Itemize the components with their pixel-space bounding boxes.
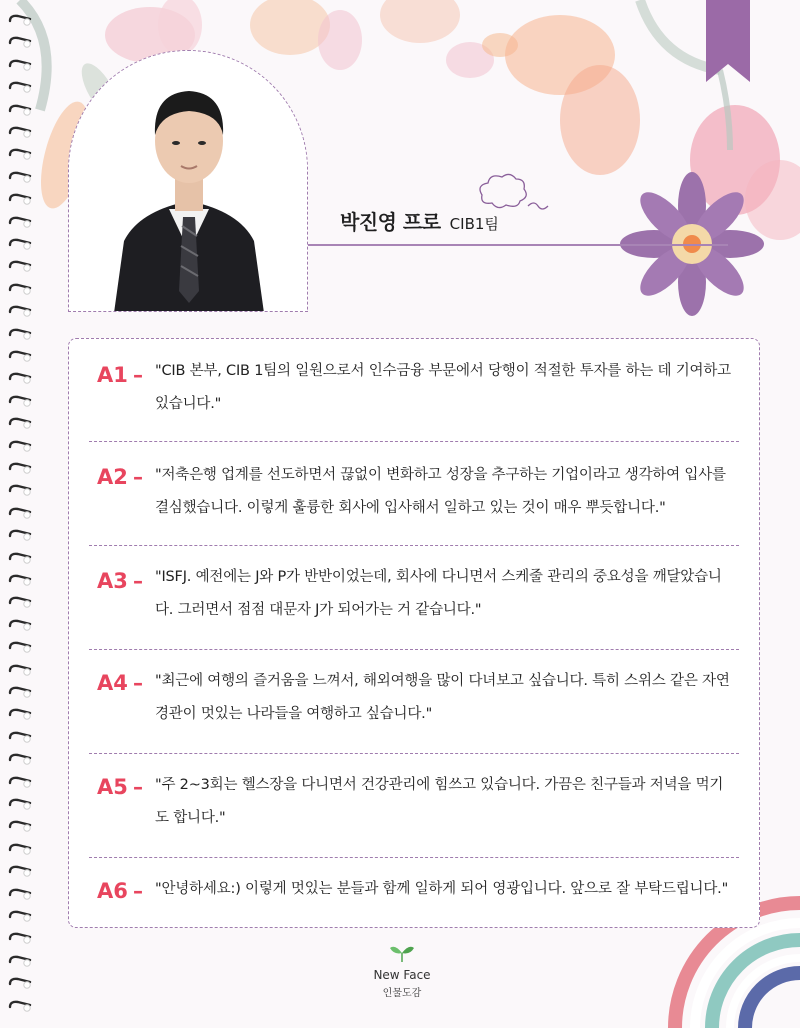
- spiral-ring-icon: [8, 888, 32, 902]
- spiral-ring-icon: [8, 574, 32, 588]
- spiral-ring-icon: [8, 14, 32, 28]
- spiral-ring-icon: [8, 36, 32, 50]
- spiral-ring-icon: [8, 955, 32, 969]
- profile-name-block: [340, 206, 499, 235]
- qa-dash: –: [133, 363, 143, 387]
- spiral-ring-icon: [8, 171, 32, 185]
- name-underline: [308, 244, 728, 246]
- qa-dash: –: [133, 775, 143, 799]
- spiral-ring-icon: [8, 776, 32, 790]
- spiral-ring-icon: [8, 798, 32, 812]
- spiral-ring-icon: [8, 686, 32, 700]
- spiral-ring-icon: [8, 372, 32, 386]
- qa-dash: –: [133, 879, 143, 903]
- spiral-ring-icon: [8, 305, 32, 319]
- profile-name: 박진영 프로: [340, 210, 441, 234]
- footer-subtitle: 인물도감: [382, 988, 422, 999]
- spiral-ring-icon: [8, 417, 32, 431]
- qa-label: A1: [97, 363, 128, 387]
- spiral-ring-icon: [8, 193, 32, 207]
- spiral-ring-icon: [8, 932, 32, 946]
- spiral-ring-icon: [8, 641, 32, 655]
- spiral-ring-icon: [8, 148, 32, 162]
- spiral-ring-icon: [8, 283, 32, 297]
- spiral-ring-icon: [8, 664, 32, 678]
- spiral-ring-icon: [8, 1000, 32, 1014]
- spiral-ring-icon: [8, 59, 32, 73]
- spiral-ring-icon: [8, 260, 32, 274]
- spiral-ring-icon: [8, 216, 32, 230]
- spiral-ring-icon: [8, 328, 32, 342]
- qa-label: A2: [97, 465, 128, 489]
- qa-label: A6: [97, 879, 128, 903]
- spiral-ring-icon: [8, 462, 32, 476]
- spiral-ring-icon: [8, 843, 32, 857]
- spiral-ring-icon: [8, 731, 32, 745]
- spiral-ring-icon: [8, 977, 32, 991]
- qa-label: A5: [97, 775, 128, 799]
- footer-title: New Face: [373, 968, 431, 982]
- spiral-ring-icon: [8, 820, 32, 834]
- person-portrait-icon: [69, 51, 308, 312]
- qa-text: "저축은행 업계를 선도하면서 끊없이 변화하고 성장을 추구하는 기업이라고 생각하여 입사를 결심했습니다. 이렇게 훌륭한 회사에 입사해서 일하고 있는 것이 매우 뿌듯합니다.": [155, 467, 726, 516]
- spiral-ring-icon: [8, 484, 32, 498]
- spiral-ring-icon: [8, 865, 32, 879]
- qa-dash: –: [133, 465, 143, 489]
- spiral-ring-icon: [8, 507, 32, 521]
- profile-team: CIB1팀: [449, 215, 499, 233]
- divider: [89, 545, 739, 546]
- spiral-ring-icon: [8, 395, 32, 409]
- footer: [354, 944, 450, 999]
- qa-text: "안녕하세요:) 이렇게 멋있는 분들과 함께 일하게 되어 영광입니다. 앞으로 잘 부탁드립니다.": [155, 881, 729, 897]
- qa-dash: –: [133, 569, 143, 593]
- sprout-icon: [389, 944, 415, 962]
- qa-text: "최근에 여행의 즐거움을 느껴서, 해외여행을 많이 다녀보고 싶습니다. 특히 스위스 같은 자연경관이 멋있는 나라들을 여행하고 싶습니다.": [155, 673, 730, 722]
- spiral-ring-icon: [8, 440, 32, 454]
- spiral-ring-icon: [8, 238, 32, 252]
- spiral-ring-icon: [8, 552, 32, 566]
- spiral-ring-icon: [8, 753, 32, 767]
- qa-label: A4: [97, 671, 128, 695]
- spiral-binding: [0, 0, 40, 1028]
- spiral-ring-icon: [8, 596, 32, 610]
- spiral-ring-icon: [8, 126, 32, 140]
- bookmark-ribbon: [706, 0, 750, 64]
- qa-card: [68, 338, 760, 928]
- divider: [89, 753, 739, 754]
- qa-text: "주 2~3회는 헬스장을 다니면서 건강관리에 힘쓰고 있습니다. 가끔은 친구들과 저녁을 먹기도 합니다.": [155, 777, 724, 826]
- spiral-ring-icon: [8, 619, 32, 633]
- qa-text: "CIB 본부, CIB 1팀의 일원으로서 인수금융 부문에서 당행이 적절한 투자를 하는 데 기여하고 있습니다.": [155, 363, 731, 412]
- spiral-ring-icon: [8, 529, 32, 543]
- spiral-ring-icon: [8, 910, 32, 924]
- divider: [89, 857, 739, 858]
- profile-photo: [68, 50, 308, 312]
- spiral-ring-icon: [8, 708, 32, 722]
- spiral-ring-icon: [8, 81, 32, 95]
- divider: [89, 649, 739, 650]
- divider: [89, 441, 739, 442]
- spiral-ring-icon: [8, 104, 32, 118]
- spiral-ring-icon: [8, 350, 32, 364]
- qa-label: A3: [97, 569, 128, 593]
- qa-text: "ISFJ. 예전에는 J와 P가 반반이었는데, 회사에 다니면서 스케줄 관리의 중요성을 깨달았습니다. 그러면서 점점 대문자 J가 되어가는 거 같습니다.": [155, 569, 722, 618]
- qa-dash: –: [133, 671, 143, 695]
